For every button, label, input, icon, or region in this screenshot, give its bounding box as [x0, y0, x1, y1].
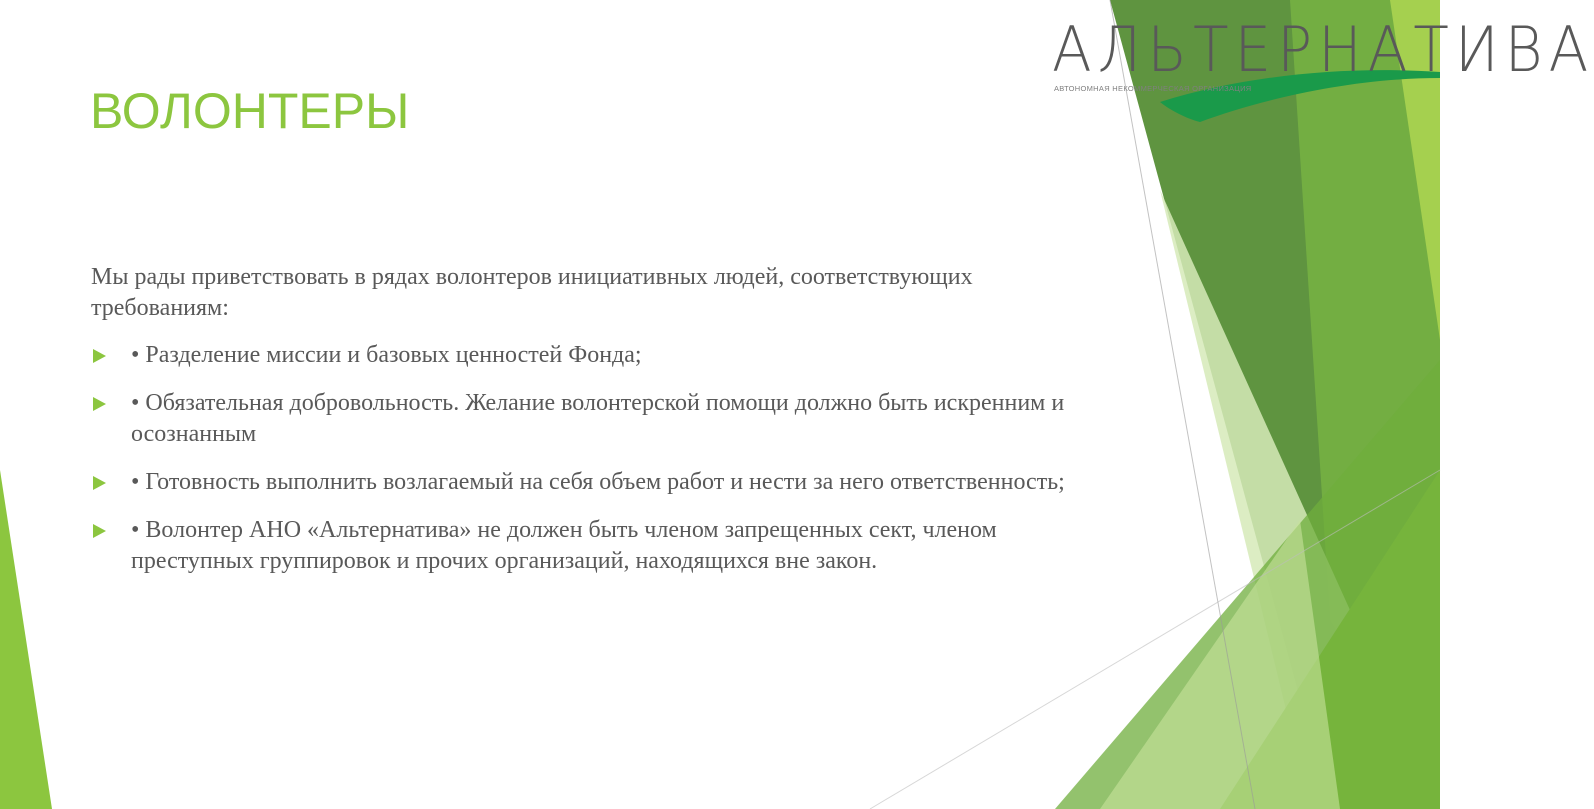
right-facet-pale: [1100, 520, 1340, 809]
bullet-item: [91, 388, 1101, 450]
logo-name: АЛЬТЕРНАТИВА: [1052, 12, 1594, 87]
bullet-text: • Разделение миссии и базовых ценностей Фонда;: [131, 342, 642, 368]
bullet-item: [91, 340, 1101, 371]
logo: [1050, 12, 1594, 124]
slide-title: ВОЛОНТЕРЫ: [90, 83, 410, 139]
triangle-arrow-icon: [93, 476, 106, 490]
bullet-list: [91, 340, 1101, 594]
intro-text: Мы рады приветствовать в рядах волонтеров инициативных людей, соответствующих требованиям:: [91, 264, 973, 321]
bullet-text: • Волонтер АНО «Альтернатива» не должен быть членом запрещенных сект, членом преступных группировок и прочих организаций, находящихся вне закон.: [131, 517, 997, 574]
bullet-item: [91, 515, 1101, 577]
bullet-text: • Обязательная добровольность. Желание волонтерской помощи должно быть искренним и осознанным: [131, 390, 1065, 447]
left-edge-shape: [0, 470, 52, 809]
triangle-arrow-icon: [93, 397, 106, 411]
bullet-item: [91, 467, 1101, 498]
bullet-text: • Готовность выполнить возлагаемый на себя объем работ и нести за него ответственность;: [131, 469, 1065, 495]
logo-subtitle: АВТОНОМНАЯ НЕКОММЕРЧЕСКАЯ ОРГАНИЗАЦИЯ: [1054, 84, 1252, 93]
triangle-arrow-icon: [93, 349, 106, 363]
triangle-arrow-icon: [93, 524, 106, 538]
